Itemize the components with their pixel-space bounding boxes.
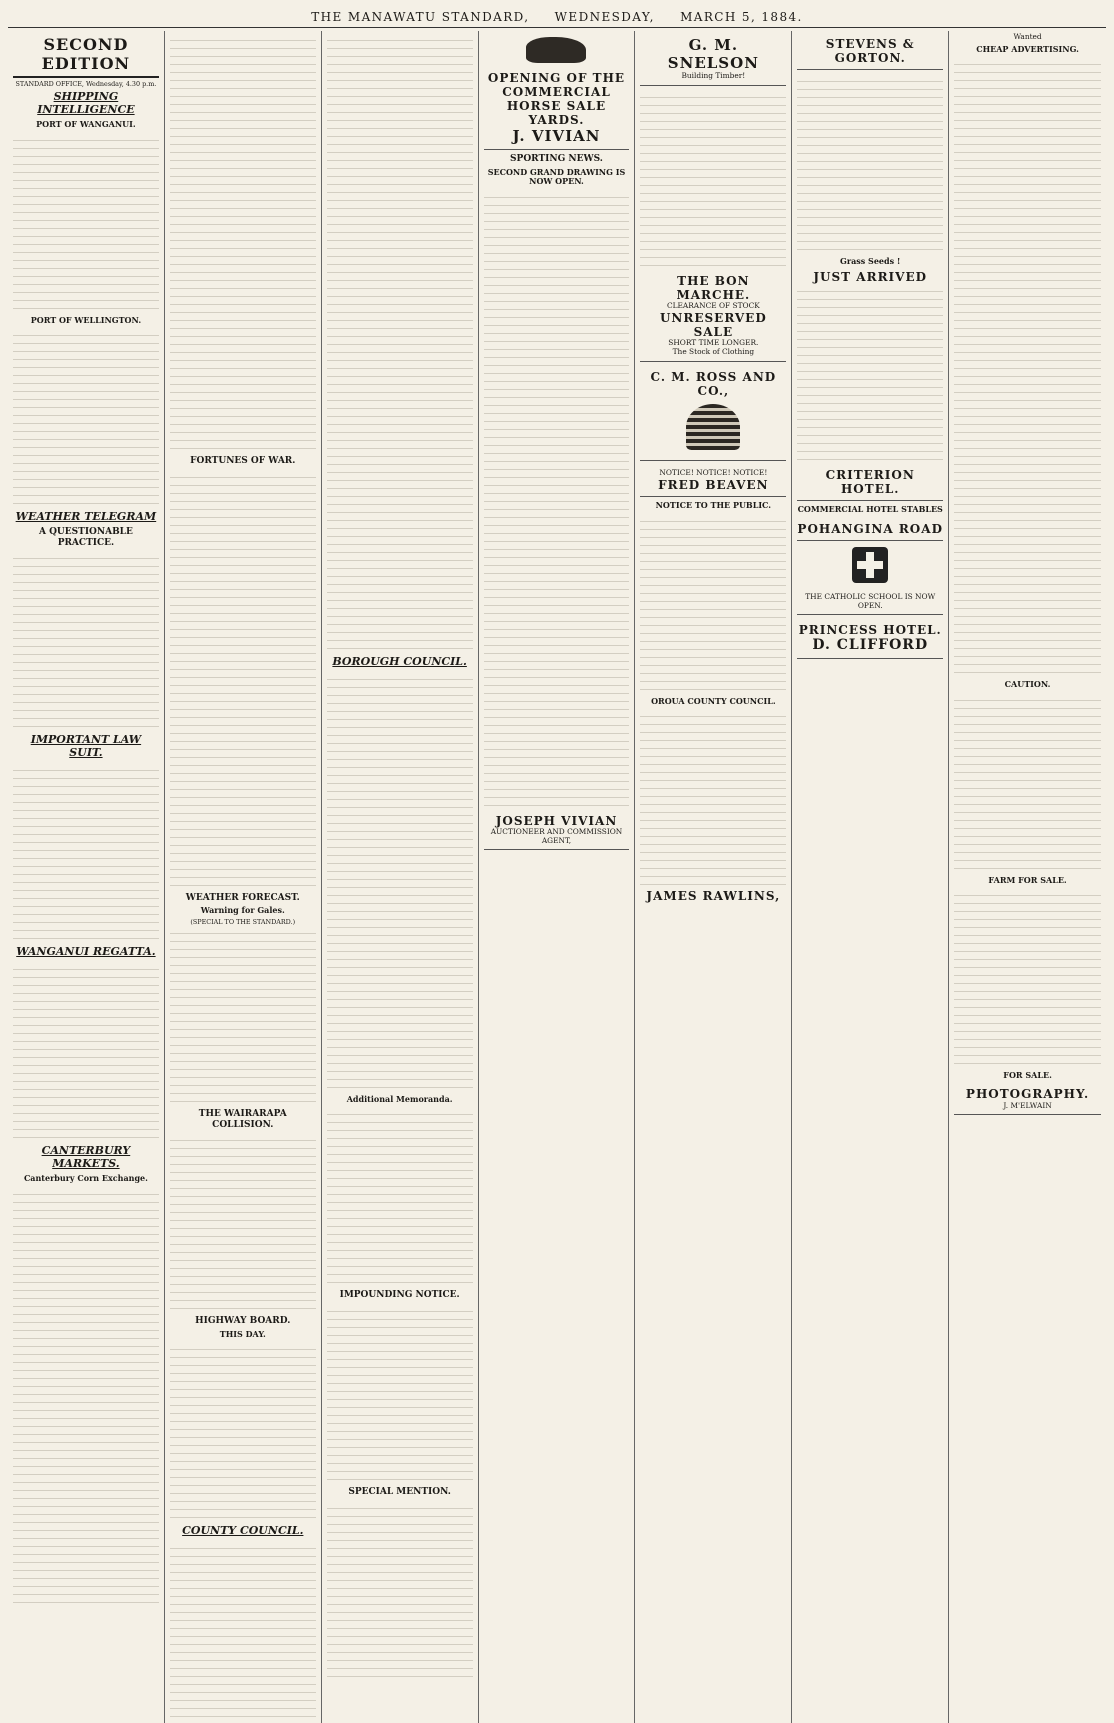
vivian-name: J. VIVIAN xyxy=(512,126,601,145)
oroua-heading: OROUA COUNTY COUNCIL. xyxy=(651,695,776,706)
criterion-ad xyxy=(797,464,943,501)
arrived-heading: JUST ARRIVED xyxy=(813,269,928,284)
text-block xyxy=(954,57,1101,677)
clothing-label: The Stock of Clothing xyxy=(672,347,755,357)
collision-heading: THE WAIRARAPA COLLISION. xyxy=(198,1109,287,1130)
text-block xyxy=(13,551,159,731)
public-heading: NOTICE TO THE PUBLIC. xyxy=(655,500,772,511)
text-block xyxy=(13,133,159,313)
column-5 xyxy=(635,31,792,1723)
text-block xyxy=(170,1133,316,1313)
column-1 xyxy=(8,31,165,1723)
text-block xyxy=(170,33,316,453)
text-block xyxy=(327,672,473,1092)
opening-heading: OPENING OF THE COMMERCIAL HORSE SALE YARDS. xyxy=(487,71,626,128)
column-4 xyxy=(479,31,636,1723)
weather-heading: WEATHER TELEGRAM xyxy=(15,510,157,524)
commercial-heading: COMMERCIAL HOTEL STABLES xyxy=(797,504,943,515)
thisday-heading: THIS DAY. xyxy=(219,1329,266,1340)
text-block xyxy=(640,90,786,270)
text-block xyxy=(954,693,1101,873)
highway-heading: HIGHWAY BOARD. xyxy=(195,1316,291,1327)
rawlins-name: JAMES RAWLINS, xyxy=(646,889,781,904)
bon-marche-ad xyxy=(640,270,786,362)
practice-heading: A QUESTIONABLE PRACTICE. xyxy=(38,527,133,548)
text-block xyxy=(484,190,630,810)
fortunes-heading: FORTUNES OF WAR. xyxy=(190,456,296,466)
vivian2-name: JOSEPH VIVIAN xyxy=(495,813,618,828)
second-edition-subtitle: STANDARD OFFICE, Wednesday, 4.30 p.m. xyxy=(15,79,157,88)
timber-label: Building Timber! xyxy=(681,71,746,81)
beaven-name: FRED BEAVEN xyxy=(658,477,769,492)
auctioneer-label: AUCTIONEER AND COMMISSION AGENT, xyxy=(490,826,623,845)
forecast-heading: WEATHER FORECAST. xyxy=(185,892,300,903)
text-block xyxy=(170,1342,316,1522)
ross-ad xyxy=(640,366,786,461)
text-block xyxy=(797,284,943,464)
memoranda-heading: Additional Memoranda. xyxy=(346,1093,453,1104)
corn-heading: Canterbury Corn Exchange. xyxy=(23,1173,148,1184)
shipping-heading: SHIPPING INTELLIGENCE xyxy=(37,90,135,117)
beaven-ad xyxy=(640,465,786,497)
shorter-label: SHORT TIME LONGER. xyxy=(668,338,759,348)
text-block xyxy=(170,470,316,890)
criterion-name: CRITERION HOTEL. xyxy=(825,467,915,497)
text-block xyxy=(13,1187,159,1607)
text-block xyxy=(954,888,1101,1068)
forsale-heading: FOR SALE. xyxy=(1003,1070,1052,1081)
county-heading: COUNTY COUNCIL. xyxy=(182,1524,304,1538)
text-block xyxy=(170,926,316,1106)
text-block xyxy=(13,763,159,943)
wanted-label: Wanted xyxy=(1013,32,1042,41)
text-block xyxy=(640,709,786,889)
text-block xyxy=(640,514,786,694)
snelson-name: G. M. SNELSON xyxy=(667,36,759,72)
regatta-heading: WANGANUI REGATTA. xyxy=(16,945,156,959)
sporting-heading: SPORTING NEWS. xyxy=(510,154,603,165)
text-block xyxy=(327,1107,473,1287)
melwain-name: J. M'ELWAIN xyxy=(1003,1100,1052,1110)
masthead xyxy=(8,6,1106,28)
pohangina-ad xyxy=(797,518,943,541)
wanganui-heading: PORT OF WANGANUI. xyxy=(36,119,136,130)
text-block xyxy=(327,1501,473,1681)
vivian-ad xyxy=(484,810,630,851)
clearance-label: CLEARANCE OF STOCK xyxy=(666,301,760,311)
masthead-date: MARCH 5, 1884. xyxy=(680,10,803,24)
caution-heading: CAUTION. xyxy=(1004,679,1051,690)
wellington-heading: PORT OF WELLINGTON. xyxy=(30,314,142,325)
farm-heading: FARM FOR SALE. xyxy=(988,874,1067,885)
princess-name: PRINCESS HOTEL. xyxy=(798,623,942,638)
drawing-heading: SECOND GRAND DRAWING IS NOW OPEN. xyxy=(487,166,626,187)
catholic-title: THE CATHOLIC SCHOOL IS NOW OPEN. xyxy=(805,591,936,610)
markets-heading: CANTERBURY MARKETS. xyxy=(41,1144,131,1171)
horse-icon xyxy=(526,37,586,63)
columns xyxy=(8,31,1106,1538)
cross-icon xyxy=(852,547,888,583)
text-block xyxy=(13,328,159,508)
text-block xyxy=(327,1304,473,1484)
gales-heading: Warning for Gales. xyxy=(200,905,285,916)
column-6 xyxy=(792,31,949,1723)
snelson-ad xyxy=(640,33,786,86)
text-block xyxy=(170,1541,316,1721)
notice-label: NOTICE! NOTICE! NOTICE! xyxy=(659,468,768,478)
horse-sale-ad xyxy=(484,67,630,150)
stevens-ad xyxy=(797,33,943,70)
photography-ad xyxy=(954,1083,1101,1115)
photography-title: PHOTOGRAPHY. xyxy=(965,1087,1090,1102)
column-7 xyxy=(949,31,1106,1723)
text-block xyxy=(13,962,159,1142)
special-mention-heading: SPECIAL MENTION. xyxy=(348,1487,451,1498)
catholic-ad xyxy=(797,589,943,615)
clifford-name: D. CLIFFORD xyxy=(812,637,929,654)
cheap-heading: CHEAP ADVERTISING. xyxy=(976,43,1079,54)
text-block xyxy=(327,33,473,653)
stevens-name: STEVENS & GORTON. xyxy=(825,37,915,66)
impounding-heading: IMPOUNDING NOTICE. xyxy=(339,1290,460,1301)
column-2 xyxy=(165,31,322,1723)
unreserved-label: UNRESERVED SALE xyxy=(659,311,767,340)
text-block xyxy=(797,74,943,254)
bon-marche-title: THE BON MARCHE. xyxy=(676,274,751,303)
ross-name: C. M. ROSS AND CO., xyxy=(650,369,777,399)
princess-ad xyxy=(797,619,943,659)
masthead-weekday: WEDNESDAY, xyxy=(554,10,655,24)
masthead-title: THE MANAWATU STANDARD, xyxy=(311,10,530,24)
grass-heading: Grass Seeds ! xyxy=(840,256,901,267)
lawsuit-heading: IMPORTANT LAW SUIT. xyxy=(30,733,142,760)
beehive-icon xyxy=(686,404,740,450)
second-edition-title: SECOND EDITION xyxy=(13,36,159,78)
column-3 xyxy=(322,31,479,1723)
pohangina-title: POHANGINA ROAD xyxy=(797,521,943,536)
borough-heading: BOROUGH COUNCIL. xyxy=(332,655,467,668)
special-heading: (SPECIAL TO THE STANDARD.) xyxy=(190,917,296,926)
